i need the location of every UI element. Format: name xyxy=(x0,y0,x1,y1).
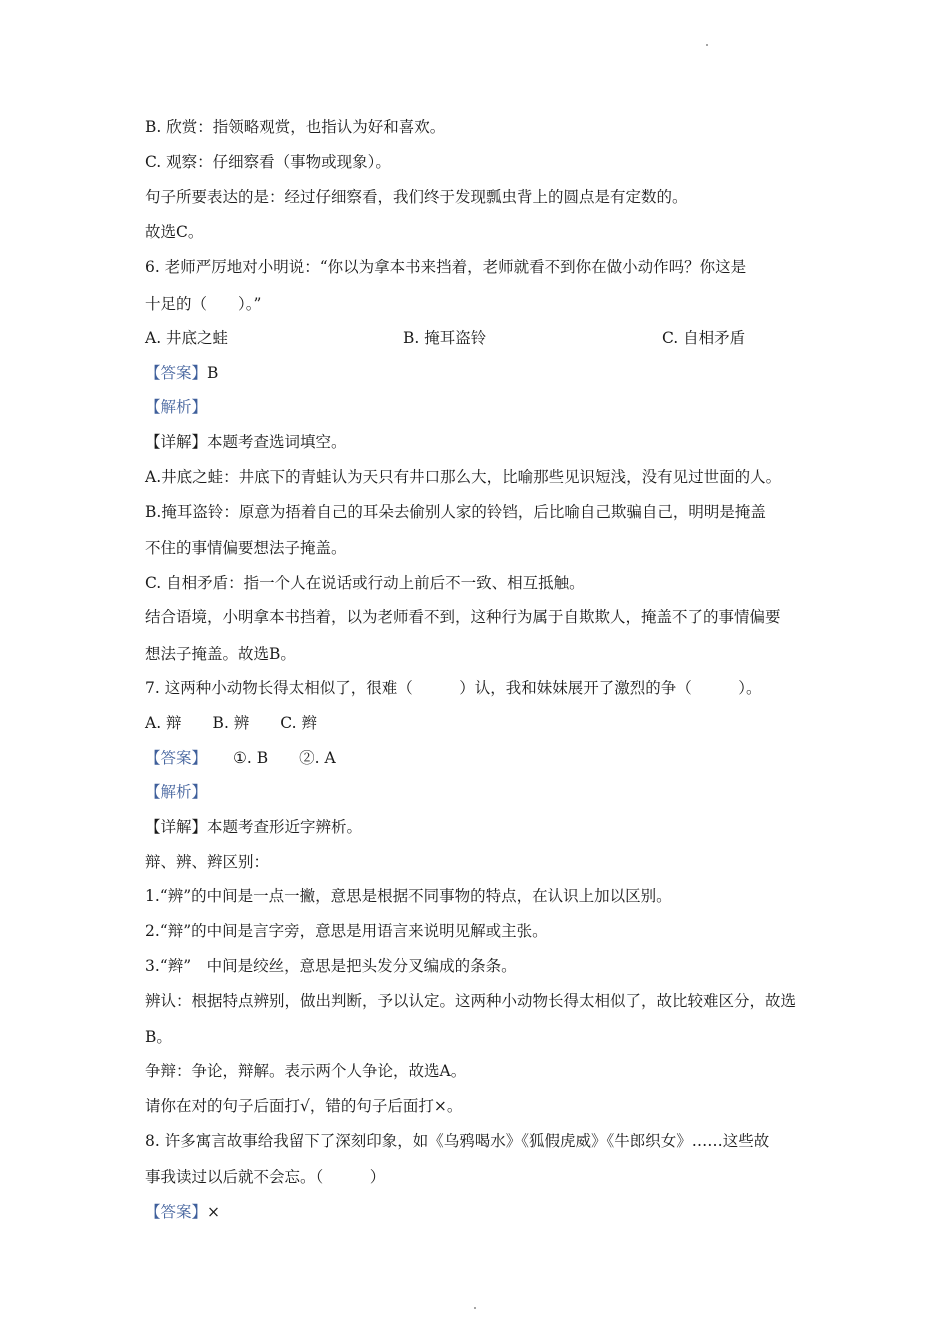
question-8-text: 8. 许多寓言故事给我留下了深刻印象，如《乌鸦喝水》《狐假虎威》《牛郎织女》……这些故 xyxy=(145,1132,770,1150)
text-line: 想法子掩盖。故选B。 xyxy=(145,645,296,663)
text-line: 争辩：争论，辩解。表示两个人争论，故选A。 xyxy=(145,1062,467,1080)
question-6-text: 6. 老师严厉地对小明说：“你以为拿本书来挡着，老师就看不到你在做小动作吗？你这是 xyxy=(145,258,747,276)
text-line: A.井底之蛙：井底下的青蛙认为天只有井口那么大，比喻那些见识短浅，没有见过世面的人。 xyxy=(145,468,782,486)
answer-tag: 【答案】 xyxy=(145,364,208,382)
page-mark-bottom xyxy=(474,1307,476,1309)
question-7-text: 7. 这两种小动物长得太相似了，很难（ ）认，我和妹妹展开了激烈的争（ ）。 xyxy=(145,679,762,697)
text-line: 不住的事情偏要想法子掩盖。 xyxy=(145,539,347,557)
text-line: 【详解】本题考查选词填空。 xyxy=(145,433,347,451)
text-line: 1.“辨”的中间是一点一撇，意思是根据不同事物的特点，在认识上加以区别。 xyxy=(145,887,672,905)
analysis-tag: 【解析】 xyxy=(145,398,208,416)
text-line: B.掩耳盗铃：原意为捂着自己的耳朵去偷别人家的铃铛，后比喻自己欺骗自己，明明是掩盖 xyxy=(145,503,766,521)
q7-options: A. 辩 B. 辨 C. 辫 xyxy=(145,714,317,732)
text-line: 故选C。 xyxy=(145,223,204,241)
question-8-text: 事我读过以后就不会忘。（ ） xyxy=(145,1168,386,1186)
answer-value: × xyxy=(207,1203,221,1221)
analysis-tag: 【解析】 xyxy=(145,783,208,801)
text-line: 句子所要表达的是：经过仔细察看，我们终于发现瓢虫背上的圆点是有定数的。 xyxy=(145,188,688,206)
text-line: 辩、辨、辫区别： xyxy=(145,853,270,871)
text-line: 3.“辫” 中间是绞丝，意思是把头发分叉编成的条条。 xyxy=(145,957,517,975)
text-line: 【详解】本题考查形近字辨析。 xyxy=(145,818,363,836)
q6-option-b: B. 掩耳盗铃 xyxy=(403,329,487,347)
text-line: 辨认：根据特点辨别，做出判断，予以认定。这两种小动物长得太相似了，故比较难区分，故选 xyxy=(145,992,797,1010)
q8-answer xyxy=(145,1201,220,1223)
question-6-text: 十足的（ ）。” xyxy=(145,295,262,313)
q6-answer xyxy=(145,362,218,384)
answer-tag: 【答案】 xyxy=(145,749,208,767)
text-line: C. 自相矛盾：指一个人在说话或行动上前后不一致、相互抵触。 xyxy=(145,574,585,592)
text-line: B。 xyxy=(145,1028,172,1046)
answer-value: ①. B ②. A xyxy=(233,749,336,767)
text-line: 2.“辩”的中间是言字旁，意思是用语言来说明见解或主张。 xyxy=(145,922,548,940)
q6-option-c: C. 自相矛盾 xyxy=(662,329,746,347)
text-line: C. 观察：仔细察看（事物或现象）。 xyxy=(145,153,391,171)
instruction-line: 请你在对的句子后面打√，错的句子后面打×。 xyxy=(145,1097,463,1115)
answer-tag: 【答案】 xyxy=(145,1203,208,1221)
q7-answer xyxy=(145,747,336,769)
text-line: B. 欣赏：指领略观赏，也指认为好和喜欢。 xyxy=(145,118,446,136)
answer-value: B xyxy=(207,364,219,382)
q6-option-a: A. 井底之蛙 xyxy=(145,329,229,347)
text-line: 结合语境，小明拿本书挡着，以为老师看不到，这种行为属于自欺欺人，掩盖不了的事情偏要 xyxy=(145,608,781,626)
page-mark-top xyxy=(706,44,708,46)
